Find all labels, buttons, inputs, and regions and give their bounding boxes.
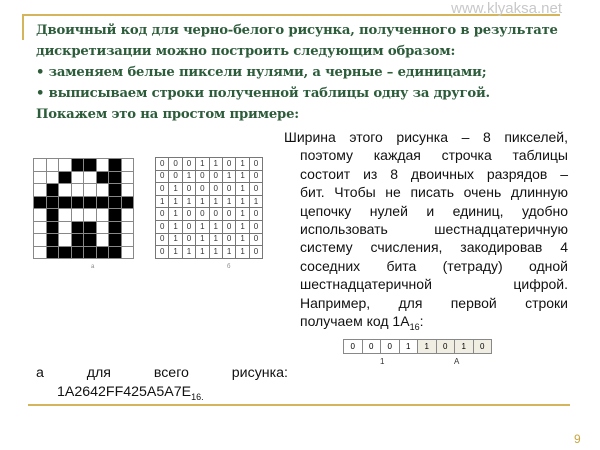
bit-cell: 0 xyxy=(249,246,262,259)
tetrad-label-1: 1 xyxy=(380,357,385,366)
bit-cell: 0 xyxy=(182,183,195,196)
desc-line: Ширина этого рисунка – 8 пикселей, xyxy=(284,129,568,145)
bit-cell: 0 xyxy=(196,208,209,221)
black-pixel xyxy=(59,171,72,184)
black-pixel xyxy=(84,196,97,209)
black-pixel xyxy=(46,221,59,234)
tetrad-bit: 1 xyxy=(418,340,437,354)
bit-cell: 1 xyxy=(169,220,182,233)
pixel-row xyxy=(34,209,134,222)
pixel-row xyxy=(34,246,134,259)
bit-cell: 0 xyxy=(156,183,169,196)
black-pixel xyxy=(59,246,72,259)
bit-cell: 1 xyxy=(196,246,209,259)
tetrad-bit: 0 xyxy=(362,340,381,354)
black-pixel xyxy=(96,196,109,209)
bit-cell: 0 xyxy=(182,220,195,233)
description-text xyxy=(284,128,568,330)
tetrad-bit: 0 xyxy=(381,340,400,354)
bit-cell: 0 xyxy=(249,208,262,221)
caption-a: а xyxy=(91,264,95,270)
white-pixel xyxy=(84,171,97,184)
bit-cell: 0 xyxy=(249,220,262,233)
tetrad-bit: 1 xyxy=(399,340,418,354)
bit-row xyxy=(156,195,263,208)
pixel-image-grid xyxy=(33,158,134,259)
black-pixel xyxy=(46,234,59,247)
white-pixel xyxy=(34,184,47,197)
pixel-row xyxy=(34,196,134,209)
white-pixel xyxy=(96,234,109,247)
black-pixel xyxy=(96,171,109,184)
black-pixel xyxy=(121,196,134,209)
black-pixel xyxy=(109,246,122,259)
black-pixel xyxy=(71,196,84,209)
desc-line: бит. Чтобы не писать очень длинную xyxy=(300,184,568,201)
bit-cell: 1 xyxy=(236,233,249,246)
bit-cell: 0 xyxy=(222,158,235,171)
bit-cell: 0 xyxy=(249,183,262,196)
black-pixel xyxy=(109,184,122,197)
bit-cell: 1 xyxy=(236,220,249,233)
bottom-rule xyxy=(28,404,570,406)
white-pixel xyxy=(121,159,134,172)
pixel-row xyxy=(34,234,134,247)
bit-cell: 1 xyxy=(182,195,195,208)
page-number: 9 xyxy=(574,432,581,446)
bit-cell: 1 xyxy=(236,195,249,208)
white-pixel xyxy=(71,209,84,222)
black-pixel xyxy=(109,196,122,209)
tetrad-bit: 1 xyxy=(455,340,474,354)
white-pixel xyxy=(46,171,59,184)
black-pixel xyxy=(59,196,72,209)
desc-line: состоит из 8 двоичных разрядов – xyxy=(300,165,568,182)
white-pixel xyxy=(59,209,72,222)
title-line: Двоичный код для черно-белого рисунка, полученного в результате xyxy=(36,23,558,38)
bit-cell: 0 xyxy=(156,208,169,221)
slide-title xyxy=(36,20,576,125)
bit-cell: 0 xyxy=(156,220,169,233)
caption-b: б xyxy=(227,264,231,270)
pixel-row xyxy=(34,171,134,184)
bit-cell: 1 xyxy=(222,246,235,259)
bit-cell: 1 xyxy=(236,246,249,259)
bit-row xyxy=(156,170,263,183)
bit-cell: 0 xyxy=(222,183,235,196)
bit-cell: 0 xyxy=(222,233,235,246)
base-subscript: 16 xyxy=(409,321,420,332)
black-pixel xyxy=(84,221,97,234)
black-pixel xyxy=(71,246,84,259)
desc-line: Например, для первой строки xyxy=(300,294,568,311)
white-pixel xyxy=(59,159,72,172)
bit-cell: 0 xyxy=(249,233,262,246)
tetrad-row xyxy=(344,340,492,354)
white-pixel xyxy=(71,184,84,197)
black-pixel xyxy=(46,209,59,222)
white-pixel xyxy=(96,159,109,172)
word: для xyxy=(86,365,111,381)
bit-cell: 1 xyxy=(236,208,249,221)
white-pixel xyxy=(59,221,72,234)
bit-cell: 0 xyxy=(209,170,222,183)
white-pixel xyxy=(121,221,134,234)
white-pixel xyxy=(34,246,47,259)
bit-cell: 1 xyxy=(209,246,222,259)
binary-table xyxy=(155,157,263,259)
title-line: • заменяем белые пиксели нулями, а черные – единицами; xyxy=(36,65,487,80)
bit-cell: 0 xyxy=(169,170,182,183)
tetrad-label-2: A xyxy=(454,357,460,366)
tetrad-bit: 0 xyxy=(344,340,363,354)
white-pixel xyxy=(84,184,97,197)
bit-cell: 0 xyxy=(156,246,169,259)
bit-cell: 0 xyxy=(156,233,169,246)
black-pixel xyxy=(109,209,122,222)
bit-cell: 0 xyxy=(209,183,222,196)
black-pixel xyxy=(84,234,97,247)
bit-cell: 1 xyxy=(169,246,182,259)
bit-row xyxy=(156,220,263,233)
pixel-row xyxy=(34,221,134,234)
white-pixel xyxy=(71,171,84,184)
bit-cell: 1 xyxy=(196,220,209,233)
black-pixel xyxy=(109,234,122,247)
hex-code: 1A2642FF425A5A7E xyxy=(57,384,192,400)
bit-row xyxy=(156,183,263,196)
black-pixel xyxy=(84,159,97,172)
white-pixel xyxy=(121,234,134,247)
bit-cell: 0 xyxy=(209,208,222,221)
black-pixel xyxy=(46,184,59,197)
white-pixel xyxy=(59,184,72,197)
bit-cell: 0 xyxy=(169,158,182,171)
black-pixel xyxy=(71,159,84,172)
bit-cell: 1 xyxy=(222,170,235,183)
white-pixel xyxy=(34,171,47,184)
black-pixel xyxy=(109,171,122,184)
bit-cell: 0 xyxy=(182,233,195,246)
white-pixel xyxy=(84,209,97,222)
bit-cell: 1 xyxy=(156,195,169,208)
bit-cell: 1 xyxy=(169,208,182,221)
black-pixel xyxy=(46,196,59,209)
bit-cell: 0 xyxy=(156,170,169,183)
white-pixel xyxy=(121,184,134,197)
bit-cell: 0 xyxy=(182,158,195,171)
desc-line: шестнадцатеричной цифрой. xyxy=(300,276,568,293)
white-pixel xyxy=(121,246,134,259)
bit-cell: 1 xyxy=(169,195,182,208)
bit-cell: 0 xyxy=(182,208,195,221)
black-pixel xyxy=(109,159,122,172)
bit-cell: 1 xyxy=(236,183,249,196)
pixel-row xyxy=(34,159,134,172)
first-row-tetrads xyxy=(343,339,492,354)
black-pixel xyxy=(71,221,84,234)
white-pixel xyxy=(34,221,47,234)
bit-cell: 0 xyxy=(196,183,209,196)
desc-line: цепочку нулей и единиц, удобно xyxy=(300,202,568,219)
white-pixel xyxy=(34,234,47,247)
bit-cell: 0 xyxy=(196,170,209,183)
white-pixel xyxy=(96,221,109,234)
desc-line: систему счисления, закодировав 4 xyxy=(300,239,568,256)
bit-cell: 1 xyxy=(236,158,249,171)
tetrad-bit: 0 xyxy=(436,340,455,354)
black-pixel xyxy=(84,246,97,259)
white-pixel xyxy=(34,209,47,222)
bit-row xyxy=(156,246,263,259)
left-accent xyxy=(22,14,24,40)
bit-cell: 1 xyxy=(222,195,235,208)
black-pixel xyxy=(109,221,122,234)
white-pixel xyxy=(121,171,134,184)
word: рисунка: xyxy=(231,365,288,381)
bit-cell: 1 xyxy=(209,233,222,246)
white-pixel xyxy=(59,234,72,247)
white-pixel xyxy=(46,159,59,172)
bit-cell: 1 xyxy=(209,220,222,233)
bit-cell: 1 xyxy=(196,233,209,246)
black-pixel xyxy=(46,246,59,259)
bit-cell: 1 xyxy=(209,158,222,171)
white-pixel xyxy=(34,159,47,172)
desc-line: использовать шестнадцатеричную xyxy=(300,221,568,238)
black-pixel xyxy=(96,246,109,259)
word: а xyxy=(36,365,44,381)
black-pixel xyxy=(34,196,47,209)
bit-row xyxy=(156,158,263,171)
bit-cell: 1 xyxy=(209,195,222,208)
white-pixel xyxy=(121,209,134,222)
bit-cell: 1 xyxy=(182,246,195,259)
bit-cell: 0 xyxy=(249,158,262,171)
title-line: дискретизации можно построить следующим образом: xyxy=(36,44,456,59)
whole-image-code xyxy=(36,364,288,402)
desc-last-colon: : xyxy=(419,313,424,330)
bit-cell: 1 xyxy=(196,158,209,171)
bit-cell: 1 xyxy=(196,195,209,208)
white-pixel xyxy=(96,209,109,222)
base-subscript: 16. xyxy=(191,391,204,402)
bit-row xyxy=(156,233,263,246)
bit-cell: 1 xyxy=(169,183,182,196)
bit-cell: 1 xyxy=(169,233,182,246)
bit-cell: 1 xyxy=(249,195,262,208)
desc-last-text: получаем код 1A xyxy=(300,313,410,330)
pixel-row xyxy=(34,184,134,197)
bit-cell: 0 xyxy=(156,158,169,171)
bit-cell: 0 xyxy=(222,220,235,233)
white-pixel xyxy=(96,184,109,197)
desc-line xyxy=(284,312,568,330)
desc-line: поэтому каждая строчка таблицы xyxy=(300,147,568,164)
bit-cell: 0 xyxy=(249,170,262,183)
title-line: • выписываем строки полученной таблицы одну за другой. xyxy=(36,86,490,101)
desc-line: соседних бита (тетраду) одной xyxy=(300,257,568,274)
black-pixel xyxy=(71,234,84,247)
title-line: Покажем это на простом примере: xyxy=(36,107,299,122)
bit-cell: 1 xyxy=(182,170,195,183)
tetrad-bit: 0 xyxy=(473,340,492,354)
bit-cell: 1 xyxy=(236,170,249,183)
bit-row xyxy=(156,208,263,221)
bit-cell: 0 xyxy=(222,208,235,221)
word: всего xyxy=(153,365,189,381)
site-watermark: www.klyaksa.net xyxy=(451,0,562,17)
